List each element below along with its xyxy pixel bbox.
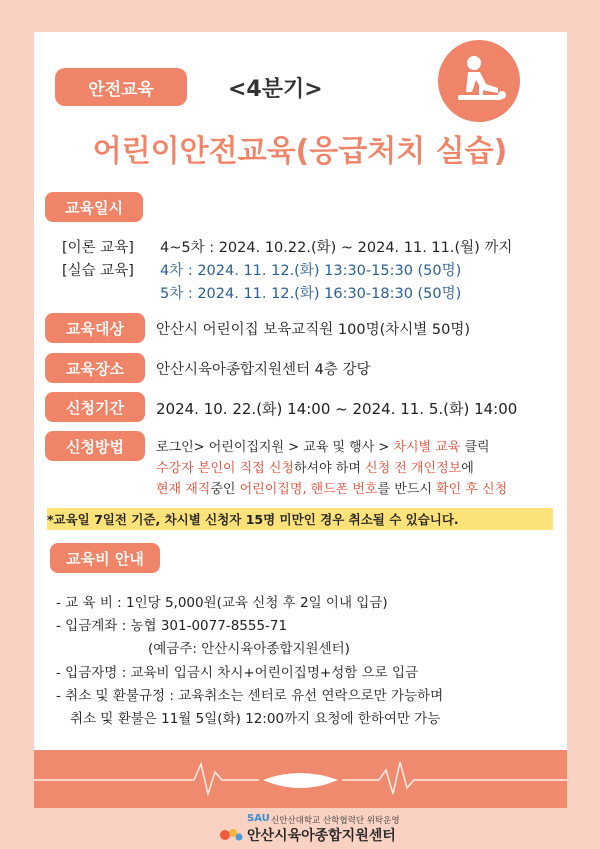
target-label-badge [45,313,145,343]
practice-tag: [실습 교육] [62,263,134,279]
fee-line-4: - 입금자명 : 교육비 입금시 차시+어린이집명+성함 으로 입금 [56,665,419,681]
target-label: 교육대상 [66,319,124,338]
method-line-3 [156,478,507,497]
heart-icon [263,773,338,788]
fee-line-5: - 취소 및 환불규정 : 교육취소는 센터로 유선 연락으로만 가능하며 [56,688,444,704]
category-label: 안전교육 [88,79,154,100]
method-label: 신청방법 [66,437,124,456]
fee-label: 교육비 안내 [66,549,144,568]
university-text: 신안산대학교 산학협력단 위탁운영 [271,816,400,826]
method-line-3a: 현재 재직 [156,482,211,497]
theory-tag: [이론 교육] [62,240,134,256]
fee-line-2: - 입금계좌 : 농협 301-0077-8555-71 [56,618,288,634]
method-line-1 [156,436,490,455]
fee-line-6: 취소 및 환불은 11월 5일(화) 12:00까지 요청에 한하여만 가능 [70,711,441,727]
fee-line-3: (예금주: 안산시육아종합지원센터) [148,641,350,657]
footer-logo [205,813,445,845]
method-line-2c: 신청 전 개인정보 [365,461,462,476]
cpr-icon [438,40,520,122]
schedule-label: 교육일시 [65,198,123,217]
period-text: 2024. 10. 22.(화) 14:00 ~ 2024. 11. 5.(화) 14:00 [156,400,518,418]
period-label: 신청기간 [66,398,124,417]
center-name: 안산시육아종합지원센터 [247,828,396,844]
fee-line-1: - 교 육 비 : 1인당 5,000원(교육 신청 후 2일 이내 입금) [56,595,388,611]
practice-4-text: 4차 : 2024. 11. 12.(화) 13:30-15:30 (50명) [160,263,462,279]
method-line-3b: 중인 [210,482,240,497]
place-label: 교육장소 [66,359,124,378]
footer-band [34,750,567,808]
center-logo-icon [219,826,243,844]
method-line-3c: 어린이집명, 핸드폰 번호 [239,482,378,497]
method-line-3e: 확인 후 신청 [436,482,508,497]
method-line-2d: 에 [461,461,474,476]
method-line-2b: 하셔야 하며 [293,461,366,476]
schedule-label-badge [45,192,143,222]
fee-label-badge [50,543,160,573]
method-label-badge [45,431,145,461]
target-text: 안산시 어린이집 보육교직원 100명(차시별 50명) [156,322,470,338]
place-text: 안산시육아종합지원센터 4층 강당 [156,362,371,378]
theory-text: 4~5차 : 2024. 10.22.(화) ~ 2024. 11. 11.(월) 까지 [160,240,513,256]
sau-logo: SAU [247,813,270,824]
method-line-1b: 차시별 교육 [393,440,461,455]
notice-text: *교육일 7일전 기준, 차시별 신청자 15명 미만인 경우 취소될 수 있습니다. [47,512,459,527]
quarter-label: <4분기> [228,77,323,102]
method-line-2 [156,457,474,476]
heartbeat-line-icon [34,750,567,808]
period-label-badge [45,392,145,422]
method-line-1a: 로그인> 어린이집지원 > 교육 및 행사 > [156,440,394,455]
category-badge [55,68,187,106]
method-line-3d: 를 반드시 [377,482,437,497]
method-line-1c: 클릭 [460,440,490,455]
page-title: 어린이안전교육(응급처치 실습) [92,134,508,169]
practice-5-text: 5차 : 2024. 11. 12.(화) 16:30-18:30 (50명) [160,286,462,302]
place-label-badge [45,353,145,383]
method-line-2a: 수강자 본인이 직접 신청 [156,461,294,476]
